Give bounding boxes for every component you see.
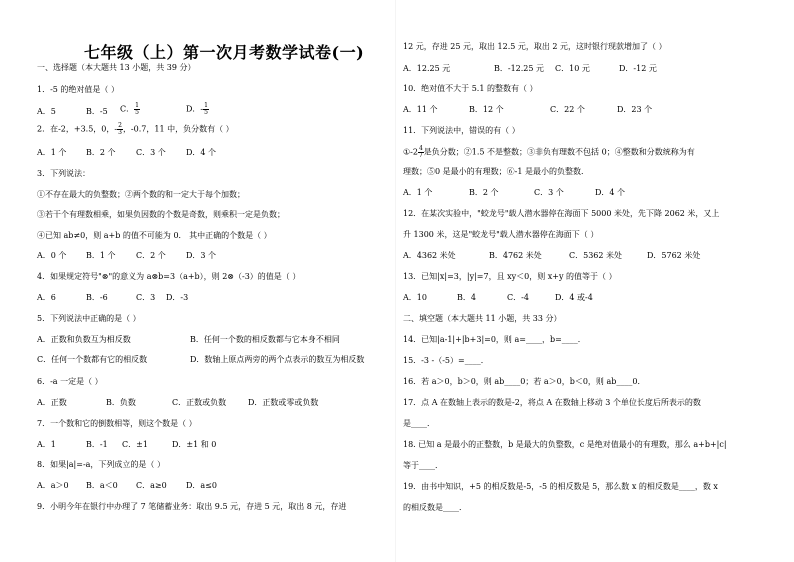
- q11-line-2: 理数；⑤0 是最小的有理数；⑥-1 是最小的负整数．: [403, 167, 589, 176]
- q12-line-2: 升 1300 米，这是"蛟龙号"载人潜水器停在海面下（ ）: [403, 230, 599, 239]
- section-heading-fill-in: 二、填空题（本大题共 11 小题，共 33 分）: [403, 314, 562, 323]
- section-heading-choice: 一、选择题（本大题共 13 小题，共 39 分）: [37, 63, 196, 72]
- q2-option-d: D．4 个: [186, 148, 217, 157]
- q1-option-d: [186, 103, 209, 116]
- q3-option-b: B．1 个: [86, 251, 116, 260]
- q7-option-d: D．±1 和 0: [172, 440, 217, 449]
- q1-stem: 1．-5 的绝对值是（ ）: [37, 85, 119, 94]
- q1-option-c-label: C．: [120, 104, 135, 114]
- q6-option-a: A．正数: [37, 398, 67, 407]
- q11-option-a: A．1 个: [403, 188, 433, 197]
- q17-line-1: 17．点 A 在数轴上表示的数是-2，将点 A 在数轴上移动 3 个单位长度后所表示的数: [403, 398, 701, 407]
- q11-line-1-sign: -2: [410, 147, 418, 157]
- q3-line-1: ①不存在最大的负整数；②两个数的和一定大于每个加数；: [37, 190, 245, 199]
- q12-option-a: A．4362 米处: [403, 251, 456, 260]
- q11-line-1: [403, 146, 695, 159]
- q12-option-b: B．4762 米处: [489, 251, 542, 260]
- q11-line-1-pre: ①: [403, 147, 411, 157]
- q9-option-c: C．10 元: [555, 64, 590, 73]
- numerator: 2: [118, 122, 122, 129]
- q4-option-b: B．-6: [86, 293, 108, 302]
- q9-option-b: B．-12.25 元: [494, 64, 545, 73]
- q8-option-d: D．a≤0: [186, 481, 217, 490]
- q4-option-d: D．-3: [166, 293, 189, 302]
- q8-option-b: B．a＜0: [86, 481, 118, 490]
- q3-stem: 3．下列说法：: [37, 169, 91, 178]
- denominator: 5: [135, 109, 139, 116]
- q13-option-a: A．10: [403, 293, 427, 302]
- q14: 14．已知|a-1|+|b+3|=0，则 a=____，b=____．: [403, 335, 586, 344]
- q10-option-d: D．23 个: [617, 105, 653, 114]
- q4-option-a: A．6: [37, 293, 56, 302]
- q8-option-c: C．a≥0: [136, 481, 167, 490]
- q2-stem-post: ，-0.7，11 中，负分数有（ ）: [122, 124, 234, 134]
- q7-stem: 7．一个数和它的倒数相等，则这个数是（ ）: [37, 419, 197, 428]
- q5-option-c: C．任何一个数都有它的相反数: [37, 355, 148, 364]
- q2-stem-pre: 2．在-2，+3.5，0，: [37, 124, 115, 134]
- q1-option-d-fraction: [203, 103, 209, 116]
- q13-stem: 13．已知|x|=3，|y|=7，且 xy＜0，则 x+y 的值等于（ ）: [403, 272, 617, 281]
- numerator: 1: [204, 102, 208, 109]
- q3-option-c: C．2 个: [136, 251, 166, 260]
- q6-option-d: D．正数或零或负数: [248, 398, 319, 407]
- q19-line-2: 的相反数是____．: [403, 503, 467, 512]
- numerator: 1: [135, 102, 139, 109]
- q11-option-c: C．3 个: [534, 188, 564, 197]
- q10-option-a: A．11 个: [403, 105, 438, 114]
- q1-option-c-fraction: [134, 103, 140, 116]
- q6-option-b: B．负数: [106, 398, 136, 407]
- q9-continuation: 12 元，存进 25 元，取出 12.5 元，取出 2 元，这时银行现款增加了（ ）: [403, 42, 667, 51]
- q18-line-2: 等于____．: [403, 461, 443, 470]
- q4-option-c: C．3: [136, 293, 156, 302]
- q2-option-b: B．2 个: [86, 148, 116, 157]
- numerator: 4: [418, 145, 423, 152]
- q5-option-d: D．数轴上原点两旁的两个点表示的数互为相反数: [190, 355, 365, 364]
- q15: 15．-3 -（-5）=____．: [403, 356, 489, 365]
- q12-option-d: D．5762 米处: [647, 251, 701, 260]
- q7-option-b: B．-1: [86, 440, 108, 449]
- q5-option-a: A．正数和负数互为相反数: [37, 335, 131, 344]
- q3-option-a: A．0 个: [37, 251, 67, 260]
- q2-option-c: C．3 个: [136, 148, 166, 157]
- q4-stem: 4．如果规定符号"⊗"的意义为 a⊗b=3（a+b），则 2⊗（-3）的值是（ ）: [37, 272, 301, 281]
- q8-option-a: A．a＞0: [37, 481, 69, 490]
- q11-stem: 11．下列说法中，错误的有（ ）: [403, 126, 520, 135]
- q2-frac-sign: -: [114, 124, 118, 134]
- q7-option-c: C．±1: [122, 440, 148, 449]
- q12-option-c: C．5362 米处: [569, 251, 623, 260]
- q2-option-a: A．1 个: [37, 148, 67, 157]
- q11-option-d: D．4 个: [595, 188, 626, 197]
- q9-option-d: D．-12 元: [619, 64, 657, 73]
- q5-option-b: B．任何一个数的相反数都与它本身不相同: [190, 335, 340, 344]
- q3-line-2: ③若干个有理数相乘，如果负因数的个数是奇数，则乘积一定是负数；: [37, 210, 285, 219]
- page-title: 七年级（上）第一次月考数学试卷(一): [84, 43, 365, 62]
- q11-line-1-post: 是负分数；②1.5 不是整数；③非负有理数不包括 0；④整数和分数统称为有: [423, 147, 695, 157]
- q13-option-b: B．4: [457, 293, 476, 302]
- q1-option-c: [120, 103, 140, 116]
- q10-option-c: C．22 个: [550, 105, 585, 114]
- q11-option-b: B．2 个: [469, 188, 499, 197]
- q17-line-2: 是____．: [403, 419, 435, 428]
- q10-option-b: B．12 个: [469, 105, 504, 114]
- q1-option-a: A．5: [37, 107, 56, 116]
- q19-line-1: 19．由书中知识，+5 的相反数是-5，-5 的相反数是 5，那么数 x 的相反数是____，数 x: [403, 482, 718, 491]
- q12-line-1: 12．在某次实验中，"蛟龙号"载人潜水器停在海面下 5000 米处，先下降 2062 米，又上: [403, 209, 720, 218]
- q3-line-3: ④已知 ab≠0，则 a+b 的值不可能为 0． 其中正确的个数是（ ）: [37, 231, 272, 240]
- q8-stem: 8．如果|a|=-a，下列成立的是（ ）: [37, 460, 165, 469]
- q9-stem: 9．小明今年在银行中办理了 7 笔储蓄业务：取出 9.5 元，存进 5 元，取出 8 元，存进: [37, 502, 347, 511]
- q3-option-d: D．3 个: [186, 251, 217, 260]
- q2-stem: [37, 123, 234, 136]
- q16: 16．若 a＞0，b＞0，则 ab____0；若 a＞0，b＜0，则 ab____0．: [403, 377, 646, 386]
- q1-option-d-label: D．-: [186, 104, 204, 114]
- q13-option-c: C．-4: [507, 293, 529, 302]
- denominator: 5: [204, 109, 208, 116]
- q6-option-c: C．正数或负数: [172, 398, 227, 407]
- q7-option-a: A．1: [37, 440, 56, 449]
- q13-option-d: D．4 或-4: [555, 293, 593, 302]
- page-fold: [395, 0, 396, 562]
- q18-line-1: 18. 已知 a 是最小的正整数，b 是最大的负整数，c 是绝对值最小的有理数，那么 a+b+|c|: [403, 440, 727, 449]
- q1-option-b: B．-5: [86, 107, 108, 116]
- q6-stem: 6．-a 一定是（ ）: [37, 377, 103, 386]
- denominator: 7: [418, 152, 423, 159]
- q10-stem: 10．绝对值不大于 5.1 的整数有（ ）: [403, 84, 538, 93]
- denominator: 3: [118, 129, 122, 136]
- q9-option-a: A．12.25 元: [403, 64, 451, 73]
- q5-stem: 5．下列说法中正确的是（ ）: [37, 314, 141, 323]
